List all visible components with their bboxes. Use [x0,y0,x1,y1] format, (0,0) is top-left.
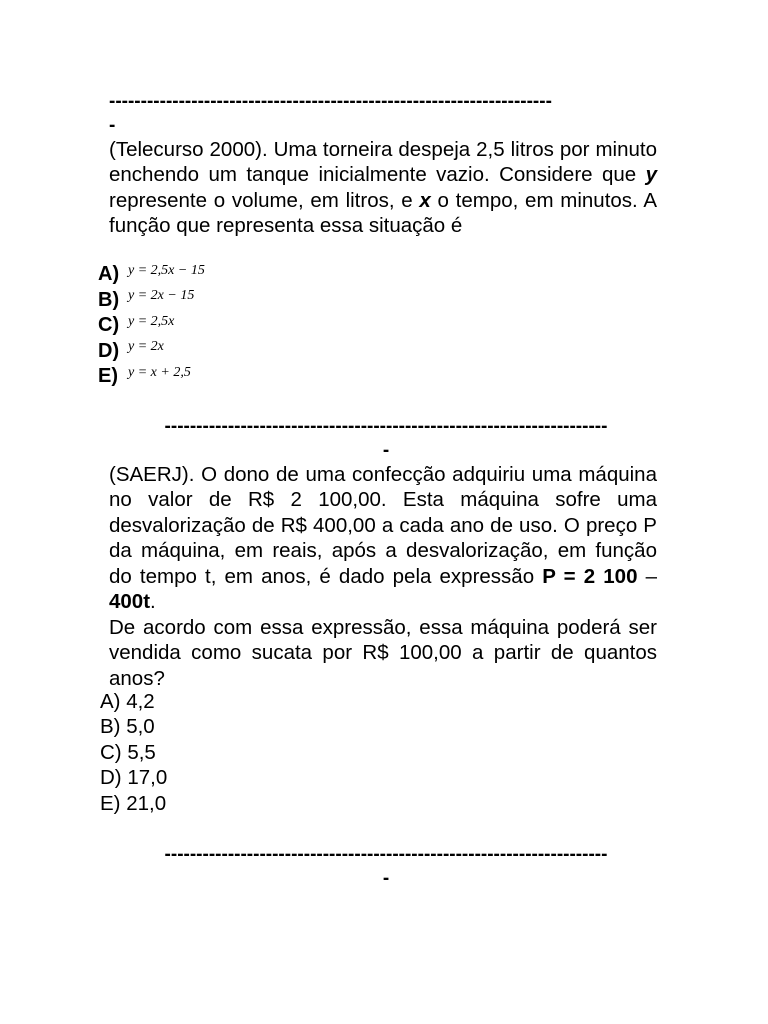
option-c[interactable] [98,313,205,339]
question-2-text-part: (SAERJ). O dono de uma confecção adquiriu uma máquina no valor de R$ 2 100,00. Esta máquina sofre uma desvalorização de R$ 400,00 a cada ano de uso. O preço P da máquina, em reais, após a desvalorização, em função do tempo t, em anos, é dado pela expressão [109,463,657,588]
separator-top [109,90,657,138]
expression-part: P = 2 100 [542,564,638,588]
separator-dashes: ---------------------------------------------------------------------- [164,844,608,865]
option-label: C) [98,314,120,337]
option-formula: y = 2,5x [128,313,175,329]
option-label: A) [98,263,120,286]
separator-tail: - [382,868,390,889]
option-e[interactable] [98,364,205,390]
option-e[interactable]: E) 21,0 [100,791,167,815]
question-2-text-part: . [150,590,156,614]
option-label: B) [98,288,120,311]
separator-tail: - [382,440,390,461]
expression-part: 400t [109,590,151,614]
option-label: D) [98,339,120,362]
question-1-text-part: (Telecurso 2000). Uma torneira despeja 2,5 litros por minuto enchendo um tanque inicialmente vazio. Considere que [109,138,657,187]
option-formula: y = x + 2,5 [128,364,191,380]
separator-tail: - [109,115,116,136]
option-b[interactable] [98,288,205,314]
option-formula: y = 2x [128,339,164,355]
expression-dash: – [637,564,658,588]
separator-bottom [112,843,660,891]
separator-dashes: ---------------------------------------------------------------------- [109,91,552,112]
option-formula: y = 2x − 15 [128,288,195,304]
question-1-text-part: represente o volume, em litros, e [109,188,420,212]
question-2-options [100,689,167,816]
option-label: E) [98,365,118,388]
question-1-text-part: o tempo, em minutos. A função que representa essa situação é [109,188,658,238]
variable-y: y [645,163,657,187]
option-c[interactable]: C) 5,5 [100,740,156,764]
question-2-prompt: De acordo com essa expressão, essa máquina poderá ser vendida como sucata por R$ 100,00 a partir de quantos anos? [109,616,657,690]
option-d[interactable] [98,339,205,365]
option-a[interactable] [98,262,205,288]
option-a[interactable]: A) 4,2 [100,690,155,713]
separator-dashes: ---------------------------------------------------------------------- [164,416,608,437]
separator-middle [112,415,660,463]
question-2-text [109,462,657,614]
option-formula: y = 2,5x − 15 [128,262,205,278]
question-1-text [109,137,657,239]
option-d[interactable]: D) 17,0 [100,766,168,790]
variable-x: x [419,188,431,212]
option-b[interactable]: B) 5,0 [100,715,155,739]
question-1-options [98,262,205,390]
